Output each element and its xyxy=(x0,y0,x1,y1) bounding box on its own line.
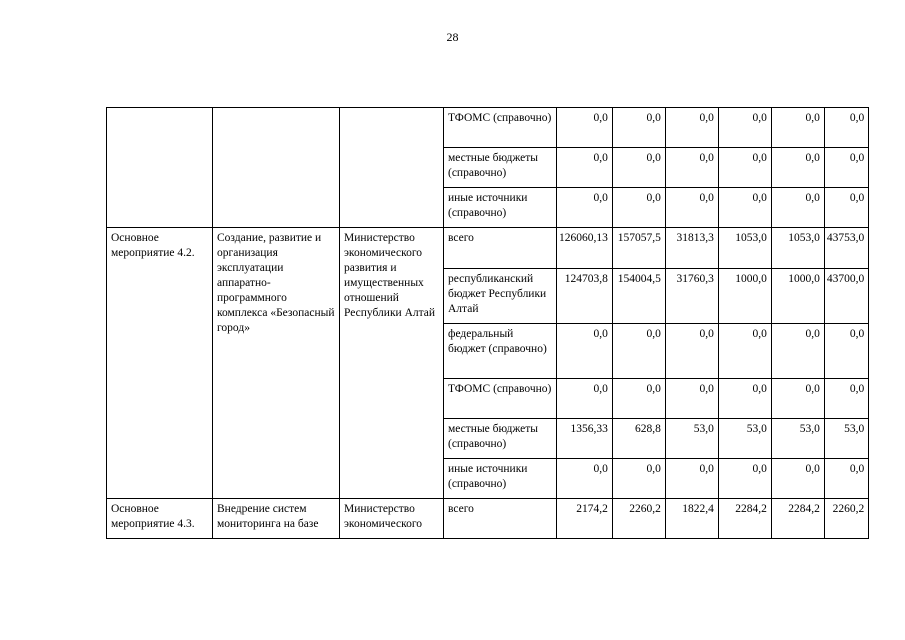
funding-source-cell: республиканский бюджет Республики Алтай xyxy=(444,269,557,324)
funding-source-cell: иные источники (справочно) xyxy=(444,459,557,499)
value-cell: 0,0 xyxy=(665,459,718,499)
page-number: 28 xyxy=(446,30,459,44)
funding-source-cell: всего xyxy=(444,228,557,269)
executor-cell: Министерство экономического xyxy=(340,499,444,539)
value-cell: 0,0 xyxy=(612,148,665,188)
table-row xyxy=(107,228,869,269)
value-cell: 0,0 xyxy=(557,459,613,499)
value-cell: 0,0 xyxy=(824,188,868,228)
value-cell: 53,0 xyxy=(824,419,868,459)
activity-name-cell: Основное мероприятие 4.3. xyxy=(107,499,213,539)
activity-description-cell: Внедрение систем мониторинга на базе xyxy=(213,499,340,539)
value-cell: 1053,0 xyxy=(771,228,824,269)
value-cell: 1053,0 xyxy=(718,228,771,269)
value-cell: 126060,13 xyxy=(557,228,613,269)
value-cell: 0,0 xyxy=(718,188,771,228)
funding-source-cell: всего xyxy=(444,499,557,539)
value-cell: 2260,2 xyxy=(612,499,665,539)
value-cell: 0,0 xyxy=(665,324,718,379)
value-cell: 53,0 xyxy=(665,419,718,459)
funding-source-cell: местные бюджеты (справочно) xyxy=(444,148,557,188)
value-cell: 0,0 xyxy=(771,379,824,419)
value-cell: 1356,33 xyxy=(557,419,613,459)
table-row xyxy=(107,499,869,539)
value-cell: 0,0 xyxy=(612,459,665,499)
value-cell: 0,0 xyxy=(665,188,718,228)
value-cell: 31813,3 xyxy=(665,228,718,269)
funding-source-cell: иные источники (справочно) xyxy=(444,188,557,228)
value-cell: 1822,4 xyxy=(665,499,718,539)
value-cell: 43753,0 xyxy=(824,228,868,269)
value-cell: 43700,0 xyxy=(824,269,868,324)
value-cell: 0,0 xyxy=(824,379,868,419)
funding-source-cell: местные бюджеты (справочно) xyxy=(444,419,557,459)
value-cell: 0,0 xyxy=(824,108,868,148)
funding-table xyxy=(106,107,869,539)
value-cell: 0,0 xyxy=(557,188,613,228)
value-cell: 0,0 xyxy=(824,148,868,188)
value-cell: 1000,0 xyxy=(718,269,771,324)
table-row xyxy=(107,108,869,148)
value-cell: 0,0 xyxy=(771,459,824,499)
value-cell: 53,0 xyxy=(771,419,824,459)
value-cell: 628,8 xyxy=(612,419,665,459)
value-cell: 2174,2 xyxy=(557,499,613,539)
value-cell: 31760,3 xyxy=(665,269,718,324)
value-cell: 0,0 xyxy=(557,379,613,419)
value-cell: 0,0 xyxy=(665,148,718,188)
value-cell: 0,0 xyxy=(612,108,665,148)
value-cell: 0,0 xyxy=(665,108,718,148)
value-cell: 0,0 xyxy=(612,379,665,419)
value-cell: 0,0 xyxy=(718,324,771,379)
value-cell: 157057,5 xyxy=(612,228,665,269)
value-cell: 53,0 xyxy=(718,419,771,459)
activity-name-cell xyxy=(107,108,213,228)
value-cell: 0,0 xyxy=(824,324,868,379)
value-cell: 2260,2 xyxy=(824,499,868,539)
value-cell: 1000,0 xyxy=(771,269,824,324)
funding-source-cell: ТФОМС (справочно) xyxy=(444,379,557,419)
value-cell: 0,0 xyxy=(771,148,824,188)
value-cell: 0,0 xyxy=(771,108,824,148)
activity-name-cell: Основное мероприятие 4.2. xyxy=(107,228,213,499)
value-cell: 0,0 xyxy=(612,324,665,379)
value-cell: 0,0 xyxy=(557,108,613,148)
value-cell: 0,0 xyxy=(718,108,771,148)
value-cell: 0,0 xyxy=(771,188,824,228)
value-cell: 0,0 xyxy=(557,324,613,379)
value-cell: 0,0 xyxy=(612,188,665,228)
value-cell: 0,0 xyxy=(665,379,718,419)
value-cell: 2284,2 xyxy=(718,499,771,539)
value-cell: 0,0 xyxy=(718,148,771,188)
activity-description-cell xyxy=(213,108,340,228)
executor-cell: Министерство экономического развития и имущественных отношений Республики Алтай xyxy=(340,228,444,499)
value-cell: 2284,2 xyxy=(771,499,824,539)
executor-cell xyxy=(340,108,444,228)
value-cell: 124703,8 xyxy=(557,269,613,324)
value-cell: 154004,5 xyxy=(612,269,665,324)
value-cell: 0,0 xyxy=(718,459,771,499)
funding-source-cell: ТФОМС (справочно) xyxy=(444,108,557,148)
value-cell: 0,0 xyxy=(557,148,613,188)
value-cell: 0,0 xyxy=(771,324,824,379)
value-cell: 0,0 xyxy=(824,459,868,499)
funding-source-cell: федеральный бюджет (справочно) xyxy=(444,324,557,379)
value-cell: 0,0 xyxy=(718,379,771,419)
activity-description-cell: Создание, развитие и организация эксплуатации аппаратно-программного комплекса «Безопасный город» xyxy=(213,228,340,499)
